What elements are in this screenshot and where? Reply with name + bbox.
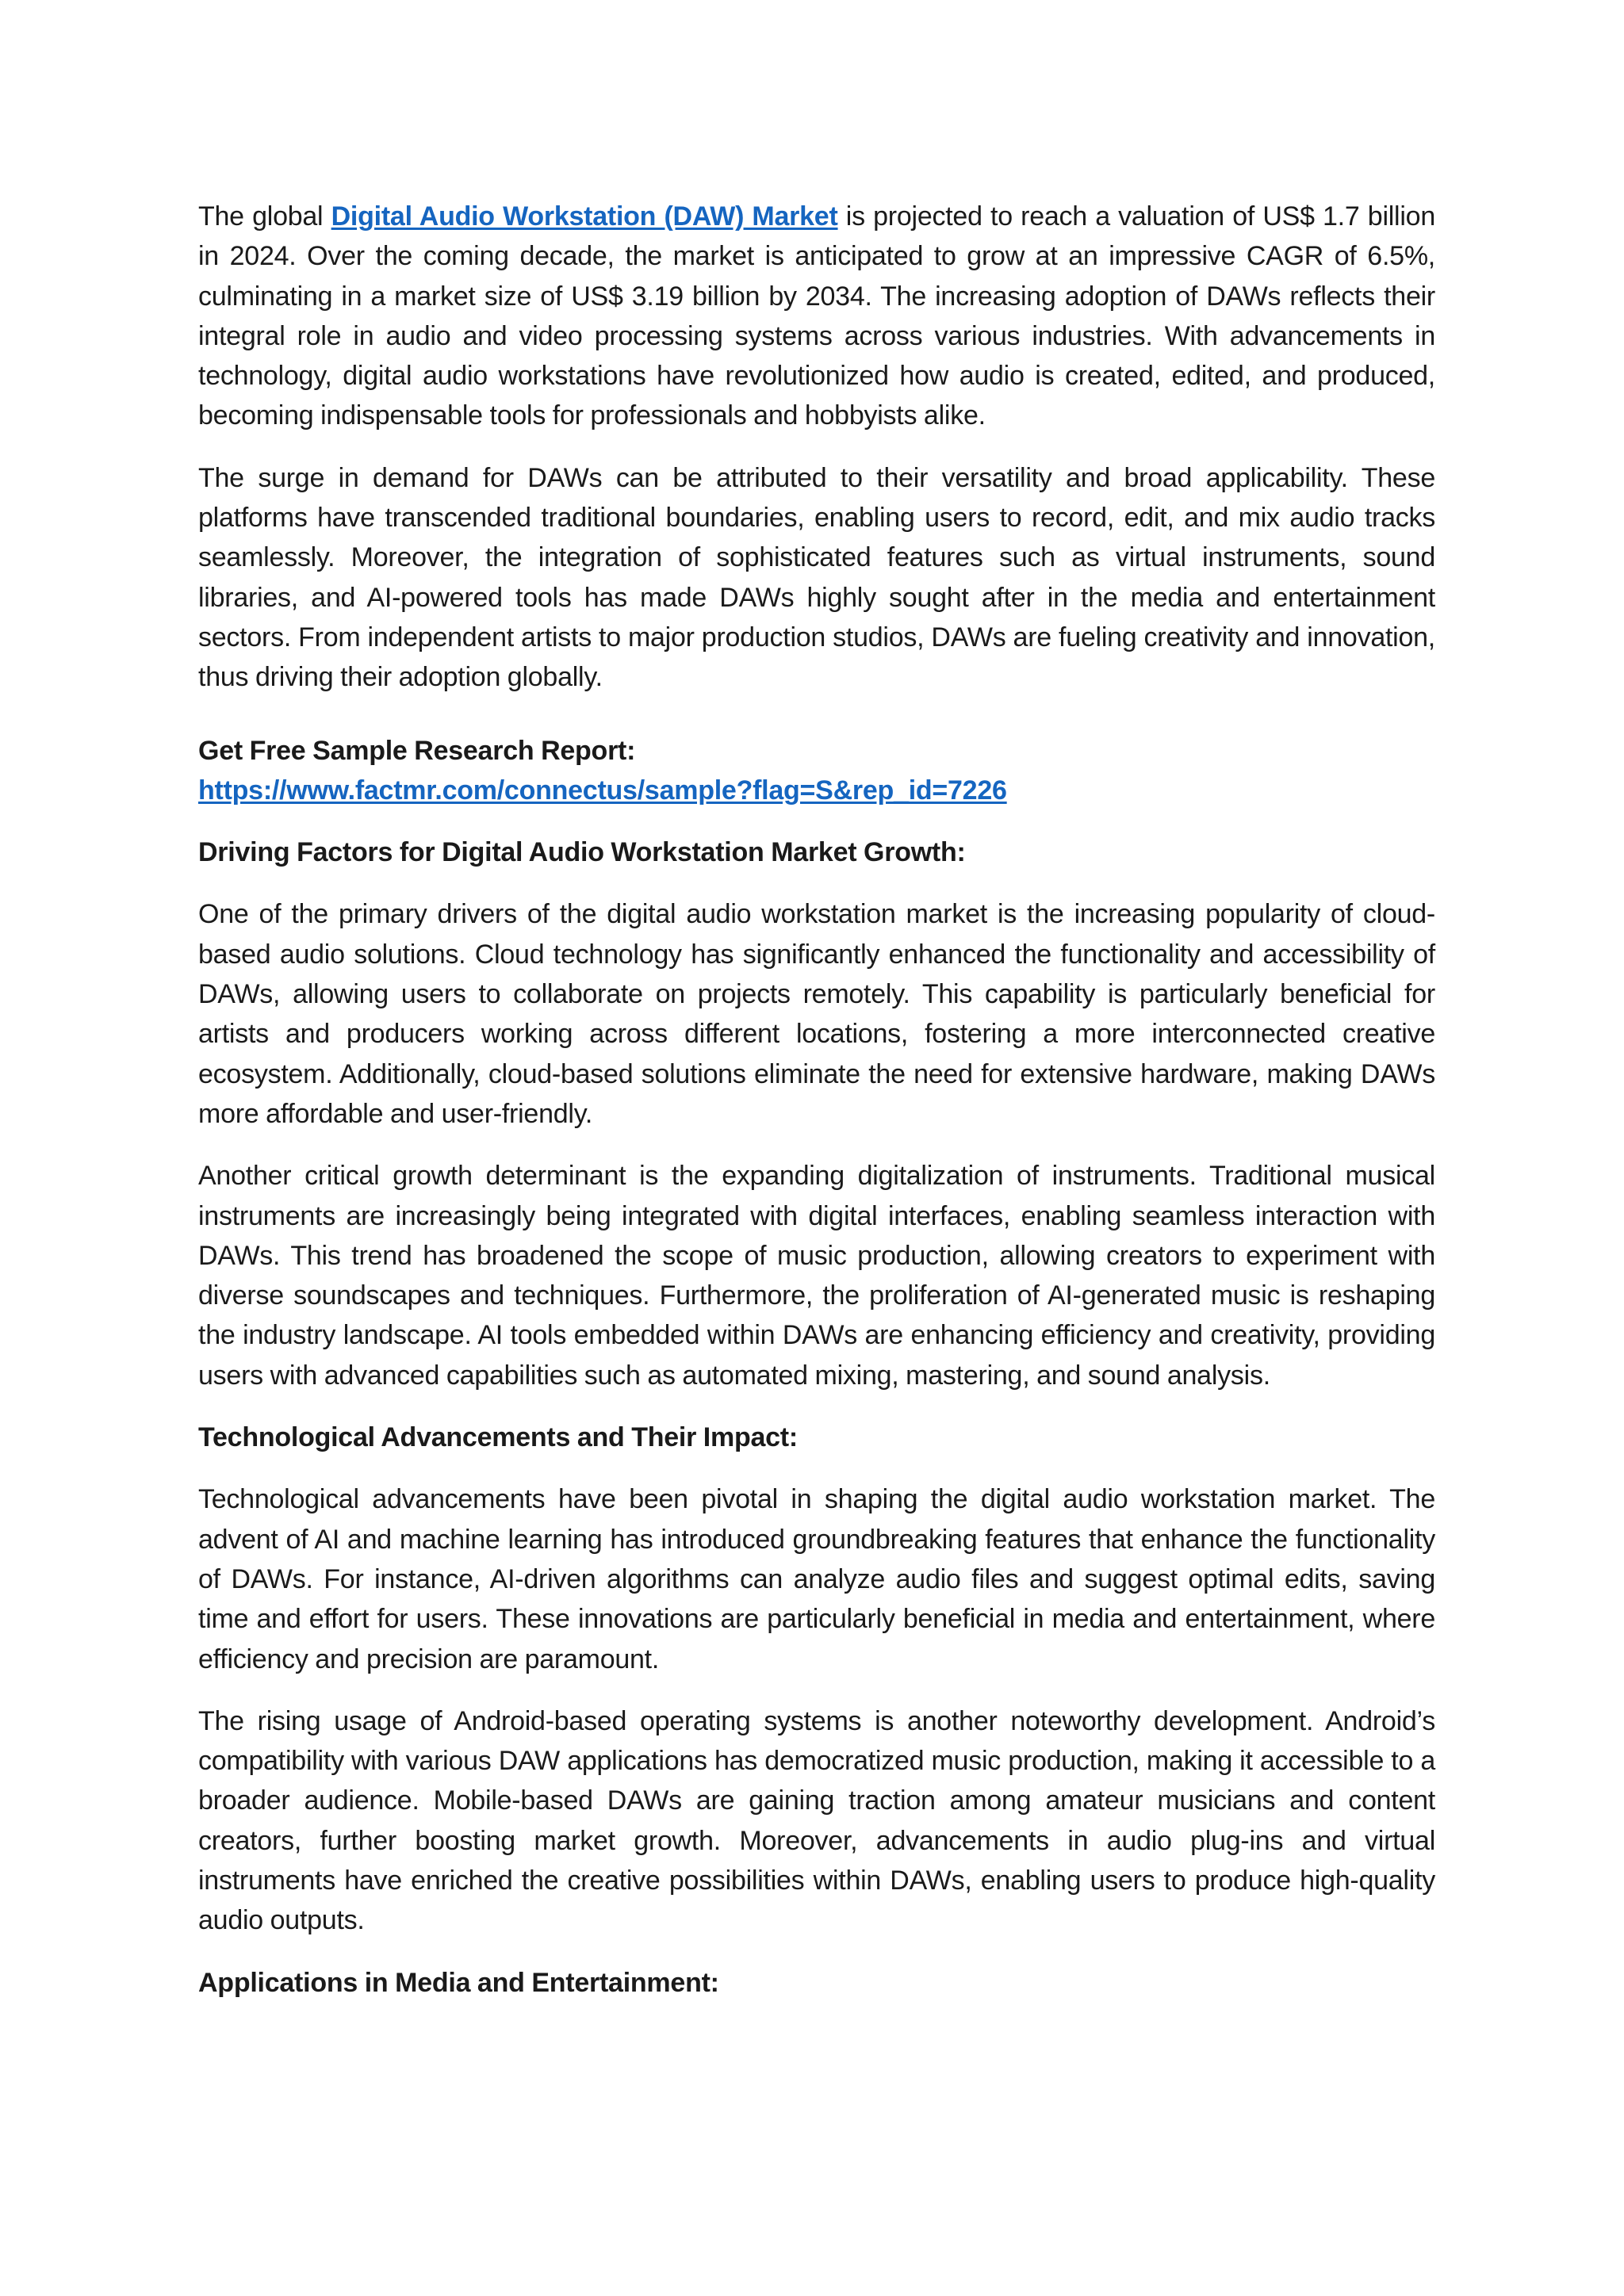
tech-paragraph-1: Technological advancements have been pivotal in shaping the digital audio workstation market. The advent of AI and machine learning has introduced groundbreaking features that enhance the functionality of DAWs. For instance, AI-driven algorithms can analyze audio files and suggest optimal edits, saving time and effort for users. These innovations are particularly beneficial in media and entertainment, where efficiency and precision are paramount. — [198, 1484, 1435, 1674]
drivers-paragraph-1: One of the primary drivers of the digital audio workstation market is the increasing popularity of cloud-based audio solutions. Cloud technology has significantly enhanced the functionality and accessibility of DAWs, allowing users to collaborate on projects remotely. This capability is particularly beneficial for artists and producers working across different locations, fostering a more interconnected creative ecosystem. Additionally, cloud-based solutions eliminate the need for extensive hardware, making DAWs more affordable and user-friendly. — [198, 899, 1435, 1129]
drivers-paragraph-2: Another critical growth determinant is the expanding digitalization of instruments. Traditional musical instruments are increasingly being integrated with digital interfaces, enabling seamless interaction with DAWs. This trend has broadened the scope of music production, allowing creators to experiment with diverse soundscapes and techniques. Furthermore, the proliferation of AI-generated music is reshaping the industry landscape. AI tools embedded within DAWs are enhancing efficiency and creativity, providing users with advanced capabilities such as automated mixing, mastering, and sound analysis. — [198, 1161, 1435, 1391]
intro-text-end: is projected to reach a valuation of US$ 1.7 billion in 2024. Over the coming decade, the market is anticipated to grow at an impressive CAGR of 6.5%, culminating in a market size of US$ 3.19 billion by 2034. The increasing adoption of DAWs reflects their integral role in audio and video processing systems across various industries. With advancements in technology, digital audio workstations have revolutionized how audio is created, edited, and produced, becoming indispensable tools for professionals and hobbyists alike. — [198, 201, 1435, 431]
tech-heading: Technological Advancements and Their Impact: — [198, 1422, 798, 1453]
tech-paragraph-2: The rising usage of Android-based operating systems is another noteworthy development. Android’s compatibility with various DAW applications has democratized music production, making it accessible to a broader audience. Mobile-based DAWs are gaining traction among amateur musicians and content creators, further boosting market growth. Moreover, advancements in audio plug-ins and virtual instruments have enriched the creative possibilities within DAWs, enabling users to produce high-quality audio outputs. — [198, 1705, 1435, 1936]
demand-paragraph: The surge in demand for DAWs can be attributed to their versatility and broad applicability. These platforms have transcended traditional boundaries, enabling users to record, edit, and mix audio tracks seamlessly. Moreover, the integration of sophisticated features such as virtual instruments, sound libraries, and AI-powered tools has made DAWs highly sought after in the media and entertainment sectors. From independent artists to major production studios, DAWs are fueling creativity and innovation, thus driving their adoption globally. — [198, 462, 1435, 693]
sample-report-url-line — [198, 771, 1435, 810]
intro-paragraph — [198, 197, 1435, 436]
media-heading: Applications in Media and Entertainment: — [198, 1967, 719, 1998]
sample-report-link[interactable]: https://www.factmr.com/connectus/sample?flag=S&rep_id=7226 — [198, 775, 1007, 806]
daw-market-link[interactable]: Digital Audio Workstation (DAW) Market — [331, 201, 838, 232]
drivers-heading: Driving Factors for Digital Audio Workstation Market Growth: — [198, 837, 966, 868]
sample-report-heading: Get Free Sample Research Report: — [198, 735, 636, 766]
intro-text-start: The global — [198, 201, 331, 232]
document-page — [198, 197, 1435, 2025]
